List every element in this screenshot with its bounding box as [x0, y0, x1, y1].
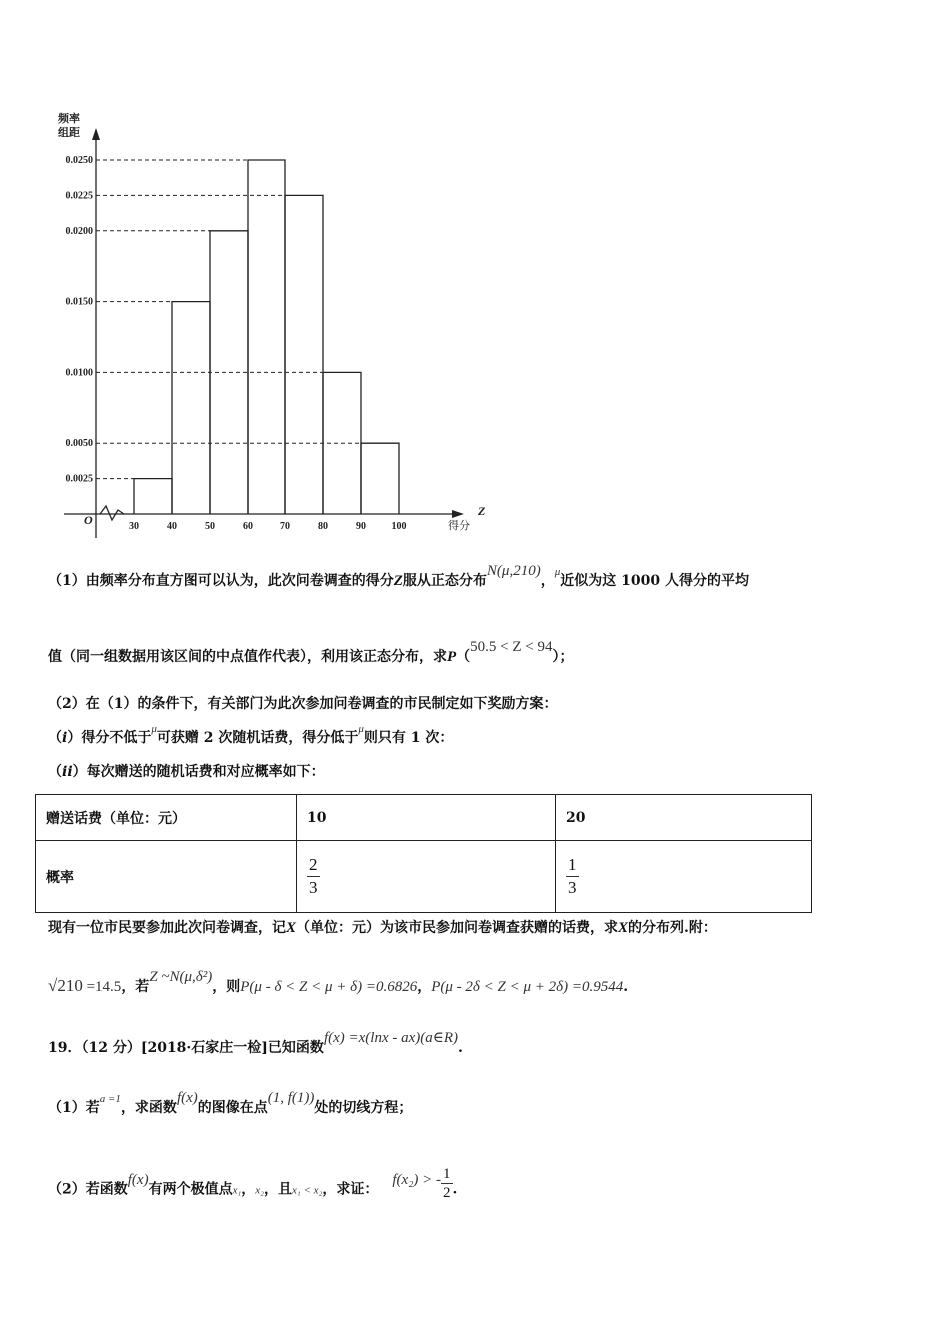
appendix-sep: ，: [417, 979, 432, 995]
q1-paren-open: （: [456, 649, 471, 665]
q19-x1: x₁: [232, 1184, 242, 1197]
q2-r1-roman: i: [62, 730, 68, 746]
q19-s1-a: （1）若: [48, 1100, 100, 1116]
table-row: [36, 841, 812, 913]
y-axis-label-bottom: 组距: [58, 127, 80, 139]
q19-end: .: [458, 1040, 463, 1056]
q2-r1-c: 则只有 1 次：: [363, 730, 454, 746]
x-tick-label: 80: [318, 521, 328, 532]
table-header-amount: 赠送话费（单位：元）: [36, 795, 297, 841]
q1-mu: μ: [554, 566, 561, 578]
q19-x2: x₂: [255, 1184, 265, 1197]
histogram-bar: [361, 443, 399, 514]
y-axis-label-top: 频率: [58, 113, 80, 125]
x-axis-arrow-icon: [452, 510, 464, 518]
task-var-x2: X: [618, 920, 629, 936]
x-tick-label: 40: [167, 521, 177, 532]
q1-paren-close: ）；: [552, 649, 574, 665]
q2-r2-pre: （: [48, 764, 62, 780]
q19-s1-point: (1, f(1)): [267, 1090, 315, 1106]
distribution-task: [48, 918, 717, 938]
q19-s2-c: ，且: [264, 1181, 293, 1198]
y-tick-label: 0.0225: [65, 190, 93, 202]
histogram-bar: [134, 479, 172, 514]
x-axis-variable: Z: [478, 504, 486, 518]
fraction-one-third: $\frac{1}{3}$: [568, 855, 577, 897]
table-prob-label: 概率: [36, 841, 297, 913]
table-row: [36, 795, 812, 841]
q19-comma: ，: [241, 1181, 256, 1198]
q1-text-c: 近似为这 1000 人得分的平均: [560, 573, 749, 589]
x-tick-label: 90: [356, 521, 366, 532]
appendix-if: ，若: [121, 979, 150, 995]
y-tick-label: 0.0100: [65, 367, 93, 379]
prob-one-sigma: P(μ - δ < Z < μ + δ) =0.6826: [240, 979, 418, 995]
y-tick-label: 0.0200: [65, 225, 93, 237]
table-prob-20: [556, 841, 812, 913]
q1-var-p: P: [447, 649, 457, 665]
table-prob-10: [297, 841, 556, 913]
axis-break-icon: [100, 506, 124, 520]
q1-text-d: 值（同一组数据用该区间的中点值作代表），利用该正态分布，求: [48, 649, 447, 665]
q19-function: f(x) =x(lnx - ax)(a∈R): [323, 1030, 459, 1046]
q1-text-b: 服从正态分布: [402, 573, 487, 589]
z-distribution: Z ~N(μ,δ²): [149, 969, 213, 985]
q19-s1-d: 处的切线方程；: [314, 1100, 413, 1116]
q2-intro: （2）在（1）的条件下，有关部门为此次参加问卷调查的市民制定如下奖励方案：: [48, 696, 558, 712]
fraction-two-thirds: $\frac{2}{3}$: [309, 855, 318, 897]
q1-line-2: [48, 639, 574, 667]
q2-r1-pre: （: [48, 730, 62, 746]
prob-two-sigma: P(μ - 2δ < Z < μ + 2δ) =0.9544: [431, 979, 624, 995]
q1-comma: ，: [540, 573, 555, 589]
appendix-end: .: [623, 979, 629, 995]
x-tick-label: 30: [129, 521, 139, 532]
q2-r1-mu2: μ: [358, 723, 364, 735]
q1-text-a: （1）由频率分布直方图可以认为，此次问卷调查的得分: [48, 573, 394, 589]
sqrt-value: =14.5: [82, 979, 122, 995]
y-tick-label: 0.0050: [65, 438, 93, 450]
q19-s2-a: （2）若函数: [48, 1181, 128, 1198]
histogram-bar: [285, 195, 323, 514]
q19-head-text: 19．（12 分）[2018·石家庄一检]已知函数: [48, 1040, 324, 1056]
sqrt-210: √210: [48, 976, 83, 995]
histogram-bar: [248, 160, 285, 514]
q2-r1-b: 可获赠 2 次随机话费，得分低于: [156, 730, 359, 746]
x-tick-label: 60: [243, 521, 253, 532]
appendix-line: [48, 969, 629, 997]
x-tick-label: 50: [205, 521, 215, 532]
task-var-x: X: [286, 920, 297, 936]
q2-r1-mu: μ: [151, 723, 157, 735]
q19-part-1: [48, 1090, 413, 1119]
q2-rule-1: [48, 723, 454, 749]
histogram-bar: [172, 302, 210, 514]
q1-normal-dist: N(μ,210): [486, 563, 541, 579]
table-header-20: 20: [556, 795, 812, 841]
y-tick-label: 0.0250: [65, 155, 93, 166]
q19-s2-d: ，求证：: [322, 1181, 379, 1198]
x-axis-label: 得分: [448, 520, 470, 532]
q1-var-z: Z: [393, 573, 403, 589]
q2-r1-a: ）得分不低于: [67, 730, 152, 746]
q19-part-2: [48, 1166, 458, 1208]
y-tick-label: 0.0025: [65, 473, 93, 485]
q19-s2-b: 有两个极值点: [148, 1181, 233, 1198]
q1-line-1: [48, 563, 749, 592]
x-tick-label: 70: [280, 521, 290, 532]
q1-interval: 50.5 < Z < 94: [470, 639, 553, 655]
q19-s1-b: ，求函数: [120, 1100, 177, 1116]
x-tick-label: 100: [391, 521, 407, 532]
q2-r2-roman: ii: [62, 764, 73, 780]
table-header-10: 10: [297, 795, 556, 841]
q19-s1-f: f(x): [176, 1090, 198, 1106]
reward-table: [35, 794, 812, 913]
q19-s1-c: 的图像在点: [197, 1100, 268, 1116]
task-text-c: 的分布列.附：: [628, 920, 717, 936]
q2-r2-a: ）每次赠送的随机话费和对应概率如下：: [72, 764, 325, 780]
q19-claim: f(x₂) > -: [392, 1171, 442, 1188]
appendix-then: ，则: [212, 979, 241, 995]
q19-s2-end: .: [452, 1181, 458, 1198]
fraction-one-half: $\frac{1}{2}$: [443, 1166, 451, 1201]
task-text-a: 现有一位市民要参加此次问卷调查，记: [48, 920, 286, 936]
q19-s1-condition: a =1: [99, 1093, 121, 1105]
q2-rule-2: [48, 762, 325, 782]
origin-label: O: [84, 513, 93, 527]
task-text-b: （单位：元）为该市民参加问卷调查获赠的话费，求: [296, 920, 619, 936]
q19-inequality: x₁ < x₂: [292, 1184, 323, 1197]
y-tick-label: 0.0150: [65, 296, 93, 308]
histogram-chart: [0, 100, 520, 550]
q19-header: [48, 1030, 463, 1058]
y-axis-arrow-icon: [92, 128, 100, 140]
q19-s2-f: f(x): [127, 1171, 149, 1188]
